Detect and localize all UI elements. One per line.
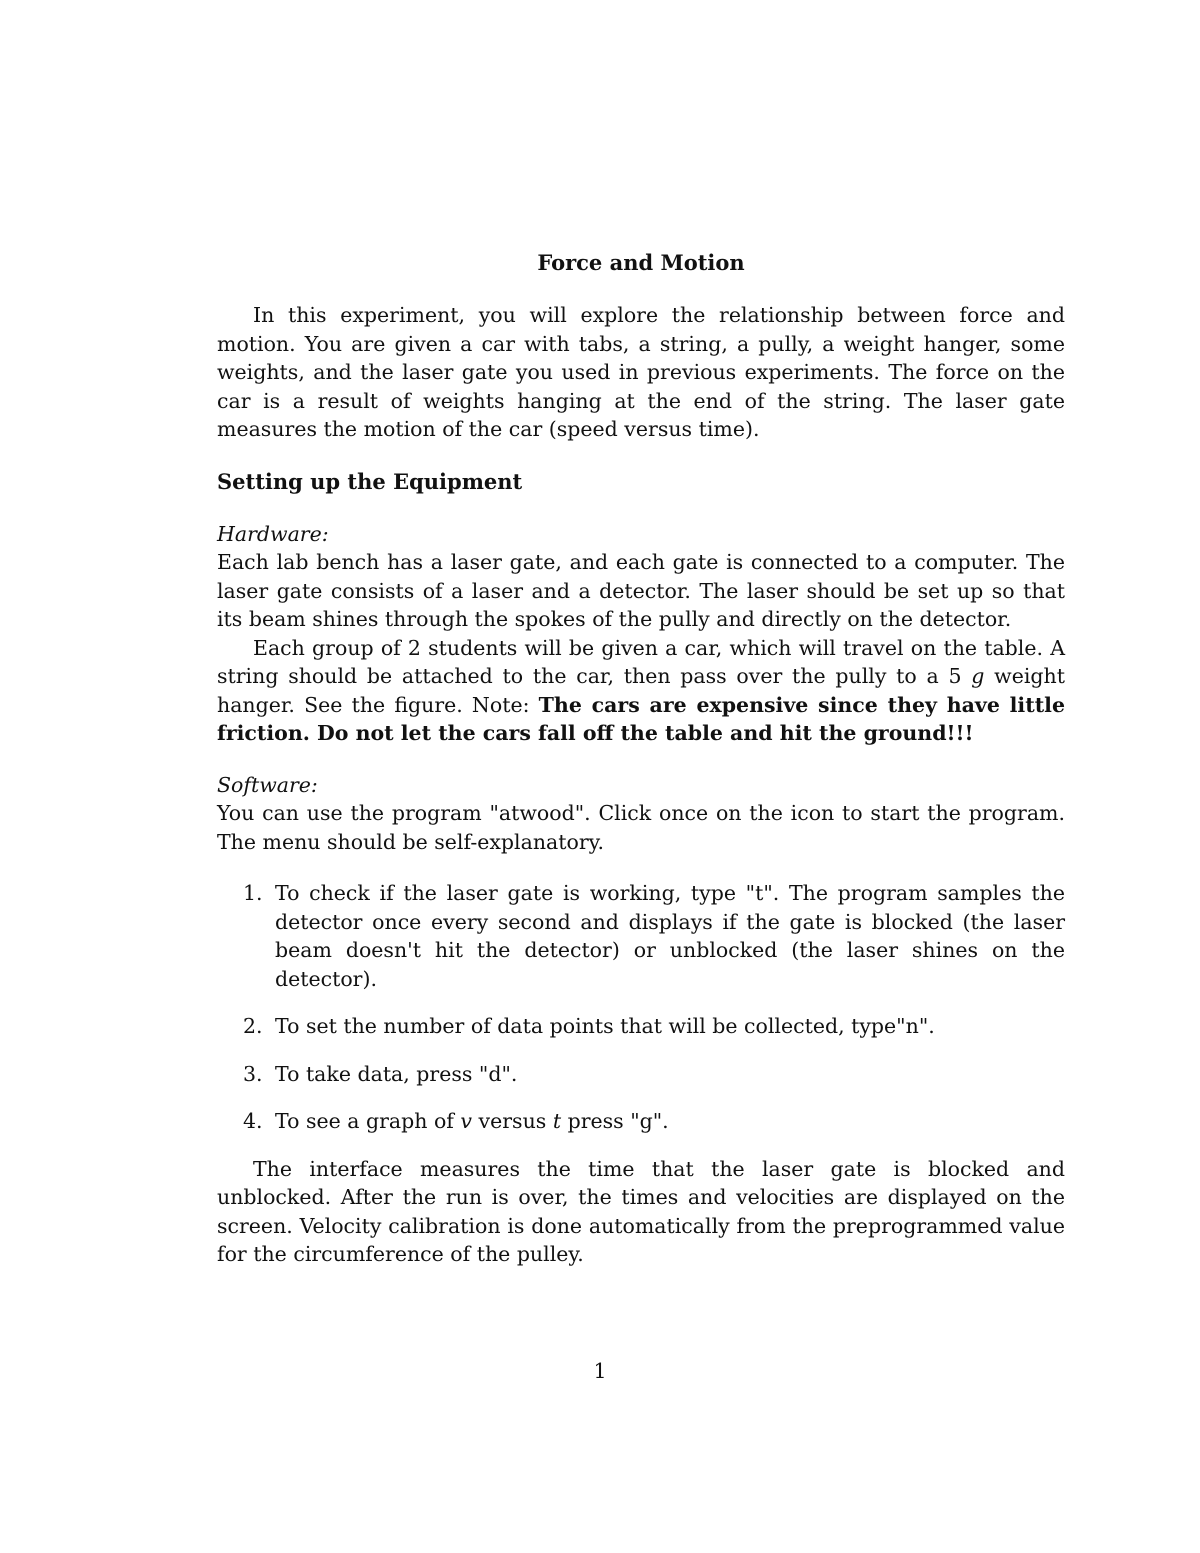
list-item xyxy=(217,879,1065,993)
hardware-paragraph-1: Each lab bench has a laser gate, and each gate is connected to a computer. The laser gate consists of a laser and a detector. The laser should be set up so that its beam shines through the spokes of the pully and directly on the detector. xyxy=(217,550,1065,631)
list-item xyxy=(217,1107,1065,1136)
hardware-paragraph-2 xyxy=(217,634,1065,748)
intro-paragraph: In this experiment, you will explore the relationship between force and motion. You are given a car with tabs, a string, a pully, a weight hanger, some weights, and the laser gate you used in previous experiments. The force on the car is a result of weights hanging at the end of the string. The laser gate measures the motion of the car (speed versus time). xyxy=(217,303,1065,441)
page-number: 1 xyxy=(593,1359,607,1383)
list-item-text: To take data, press "d". xyxy=(275,1061,518,1086)
hardware-label: Hardware: xyxy=(217,521,329,546)
page-title: Force and Motion xyxy=(537,250,745,275)
mass-unit: g xyxy=(971,664,985,688)
list-item-text-a: To see a graph of xyxy=(275,1109,461,1133)
list-item-number: 1. xyxy=(243,881,263,905)
section-heading: Setting up the Equipment xyxy=(217,468,523,494)
software-paragraph: You can use the program "atwood". Click once on the icon to start the program. The menu should be self-explanatory. xyxy=(217,801,1065,854)
list-item-number: 3. xyxy=(243,1061,263,1086)
list-item-text-c: press "g". xyxy=(561,1109,669,1133)
list-item xyxy=(217,1012,1065,1041)
list-item-text: To check if the laser gate is working, type "t". The program samples the detector once every second and displays if the gate is blocked (the laser beam doesn't hit the detector) or unblocked (the laser shines on the detector). xyxy=(275,881,1065,991)
velocity-variable: v xyxy=(460,1109,473,1133)
software-label: Software: xyxy=(217,772,318,797)
list-item-text: To set the number of data points that will be collected, type"n". xyxy=(275,1014,935,1038)
list-item-text xyxy=(275,1109,669,1133)
closing-paragraph: The interface measures the time that the laser gate is blocked and unblocked. After the run is over, the times and velocities are displayed on the screen. Velocity calibration is done automatically from the preprogrammed value for the circumference of the pulley. xyxy=(217,1156,1065,1266)
warning-text: The cars are expensive since they have little friction. Do not let the cars fall off the table and hit the ground!!! xyxy=(217,692,1065,745)
time-variable: t xyxy=(552,1109,562,1133)
steps-list xyxy=(217,879,1065,1136)
page-content xyxy=(217,248,1065,1269)
list-item-number: 2. xyxy=(243,1014,263,1038)
hardware-paragraph-2-text-a: Each group of 2 students will be given a car, which will travel on the table. A string should be attached to the car, then pass over the pully to a 5 xyxy=(217,635,1065,688)
list-item-text-b: versus xyxy=(472,1109,553,1133)
list-item-number: 4. xyxy=(243,1109,263,1133)
list-item xyxy=(217,1060,1065,1089)
hardware-paragraph-2-text-b: weight hanger. See the figure. Note: xyxy=(217,664,1065,717)
